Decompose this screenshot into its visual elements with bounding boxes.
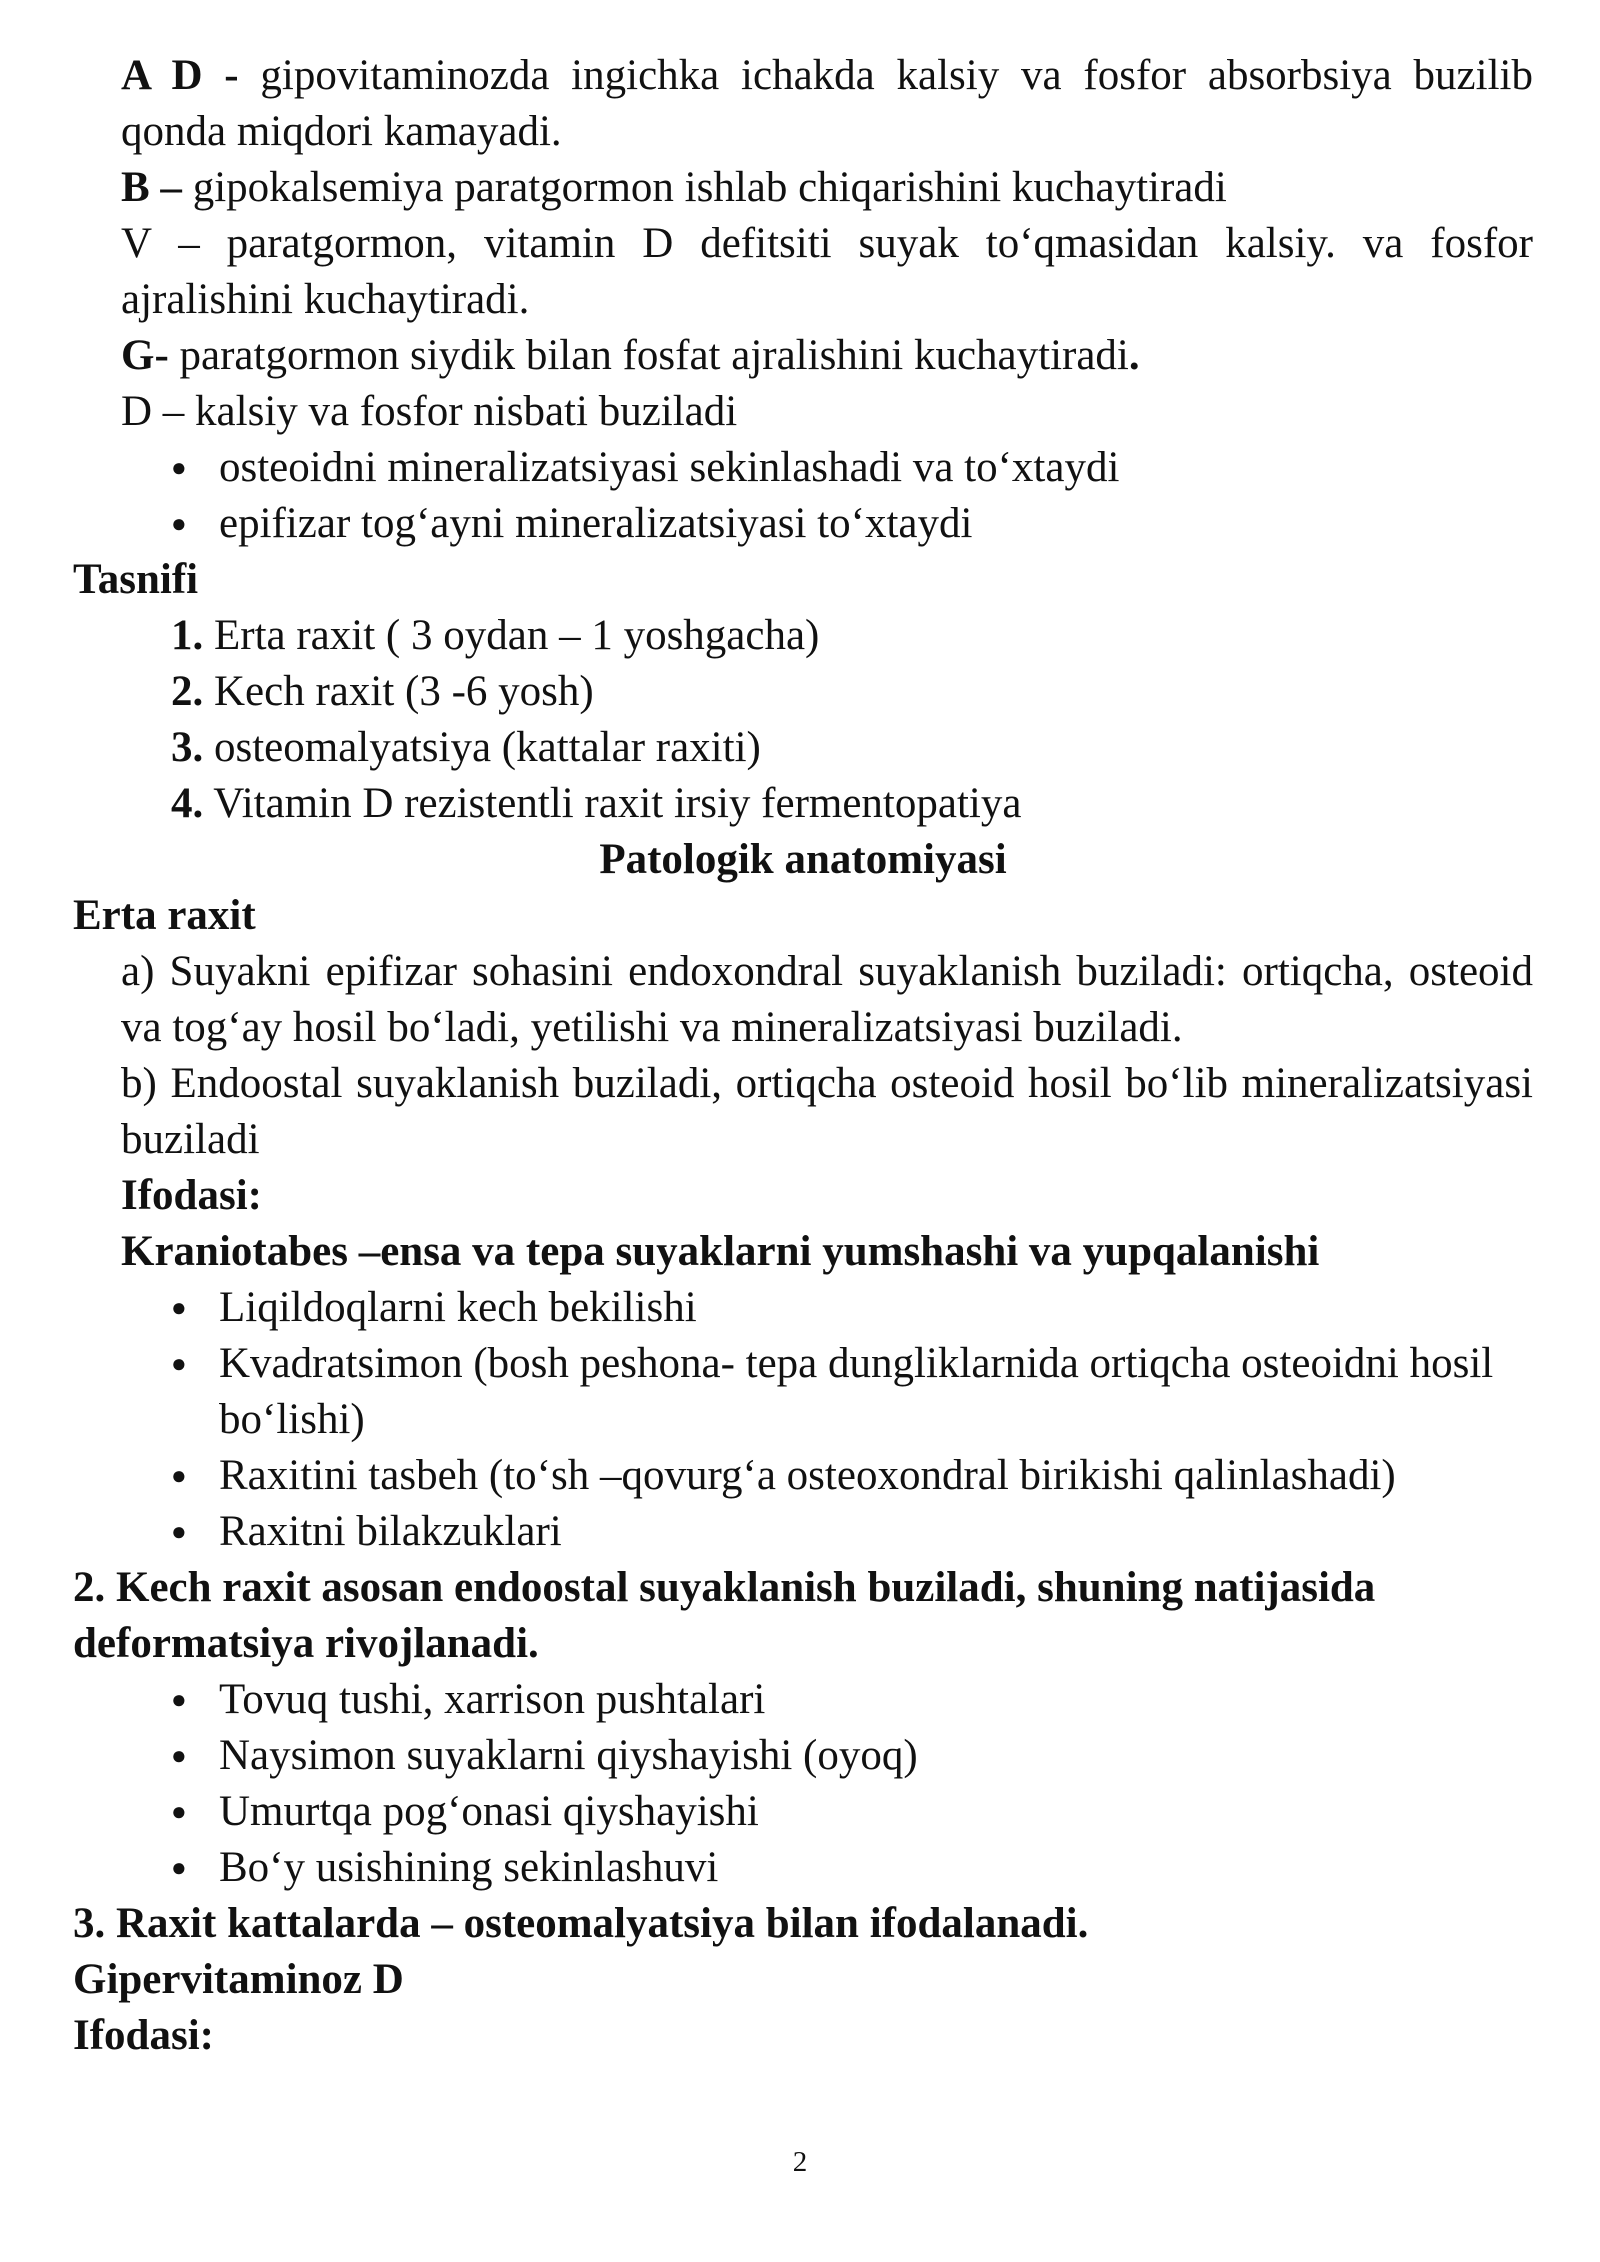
list-item: ● Raxitni bilakzuklari (219, 1504, 1533, 1560)
early-signs-list (73, 1280, 1533, 1560)
item-number: 4. (171, 780, 204, 827)
expression-heading: Ifodasi: (121, 1172, 262, 1219)
item-text: Kech raxit (3 -6 yosh) (203, 668, 594, 715)
paragraph-a-marker: A D - (121, 52, 239, 99)
list-item: ● epifizar tog‘ayni mineralizatsiyasi to‘xtaydi (219, 496, 1533, 552)
early-paragraph-a: a) Suyakni epifizar sohasini endoxondral suyaklanish buziladi: ortiqcha, osteoid va tog‘ay hosil bo‘ladi, yetilishi va mineralizatsiyasi buziladi. (121, 948, 1533, 1051)
item-number: 3. (171, 724, 204, 771)
list-item: ● Kvadratsimon (bosh peshona- tepa dungliklarnida ortiqcha osteoidni hosil bo‘lishi) (219, 1336, 1533, 1448)
paragraph-g (73, 328, 1533, 384)
paragraph-b-marker: B – (121, 164, 182, 211)
late-rickets-heading: 2. Kech raxit asosan endoostal suyaklanish buziladi, shuning natijasida deformatsiya rivojlanadi. (73, 1564, 1376, 1667)
classification-heading: Tasnifi (73, 556, 199, 603)
list-item: ● Umurtqa pog‘onasi qiyshayishi (219, 1784, 1533, 1840)
paragraph-b (73, 160, 1533, 216)
paragraph-v: V – paratgormon, vitamin D defitsiti suyak to‘qmasidan kalsiy. va fosfor ajralishini kuchaytiradi. (121, 220, 1533, 323)
list-item: ● Tovuq tushi, xarrison pushtalari (219, 1672, 1533, 1728)
paragraph-b-text: gipokalsemiya paratgormon ishlab chiqarishini kuchaytiradi (181, 164, 1227, 211)
list-item: ● osteoidni mineralizatsiyasi sekinlashadi va to‘xtaydi (219, 440, 1533, 496)
list-item (171, 776, 1533, 832)
adult-rickets-line: 3. Raxit kattalarda – osteomalyatsiya bilan ifodalanadi. (73, 1900, 1089, 1947)
list-item: ● Raxitini tasbeh (to‘sh –qovurg‘a osteoxondral birikishi qalinlashadi) (219, 1448, 1533, 1504)
paragraph-a-text: gipovitaminozda ingichka ichakda kalsiy va fosfor absorbsiya buzilib qonda miqdori kamayadi. (121, 52, 1533, 155)
hypervitaminosis-expression-heading: Ifodasi: (73, 2012, 214, 2059)
page-number: 2 (792, 2146, 808, 2178)
list-item (171, 720, 1533, 776)
item-text: Vitamin D rezistentli raxit irsiy fermentopatiya (203, 780, 1022, 827)
late-signs-list (73, 1672, 1533, 1896)
list-item: ● Liqildoqlarni kech bekilishi (219, 1280, 1533, 1336)
d-bullet-list (73, 440, 1533, 552)
item-number: 2. (171, 668, 204, 715)
early-paragraph-b: b) Endoostal suyaklanish buziladi, ortiqcha osteoid hosil bo‘lib mineralizatsiyasi buziladi (121, 1060, 1533, 1163)
document-page (73, 48, 1533, 2064)
paragraph-d: D – kalsiy va fosfor nisbati buziladi (121, 388, 738, 435)
pathology-heading: Patologik anatomiyasi (599, 836, 1007, 883)
item-text: osteomalyatsiya (kattalar raxiti) (203, 724, 761, 771)
list-item: ● Bo‘y usishining sekinlashuvi (219, 1840, 1533, 1896)
hypervitaminosis-heading: Gipervitaminoz D (73, 1956, 404, 2003)
list-item (171, 664, 1533, 720)
paragraph-g-text: paratgormon siydik bilan fosfat ajralishini kuchaytiradi (168, 332, 1129, 379)
paragraph-g-marker: G- (121, 332, 169, 379)
paragraph-g-period: . (1128, 332, 1140, 379)
list-item: ● Naysimon suyaklarni qiyshayishi (oyoq) (219, 1728, 1533, 1784)
item-number: 1. (171, 612, 204, 659)
early-rickets-heading: Erta raxit (73, 892, 256, 939)
craniotabes-line: Kraniotabes –ensa va tepa suyaklarni yumshashi va yupqalanishi (121, 1228, 1320, 1275)
classification-list (73, 608, 1533, 832)
paragraph-a (73, 48, 1533, 160)
item-text: Erta raxit ( 3 oydan – 1 yoshgacha) (203, 612, 820, 659)
list-item (171, 608, 1533, 664)
